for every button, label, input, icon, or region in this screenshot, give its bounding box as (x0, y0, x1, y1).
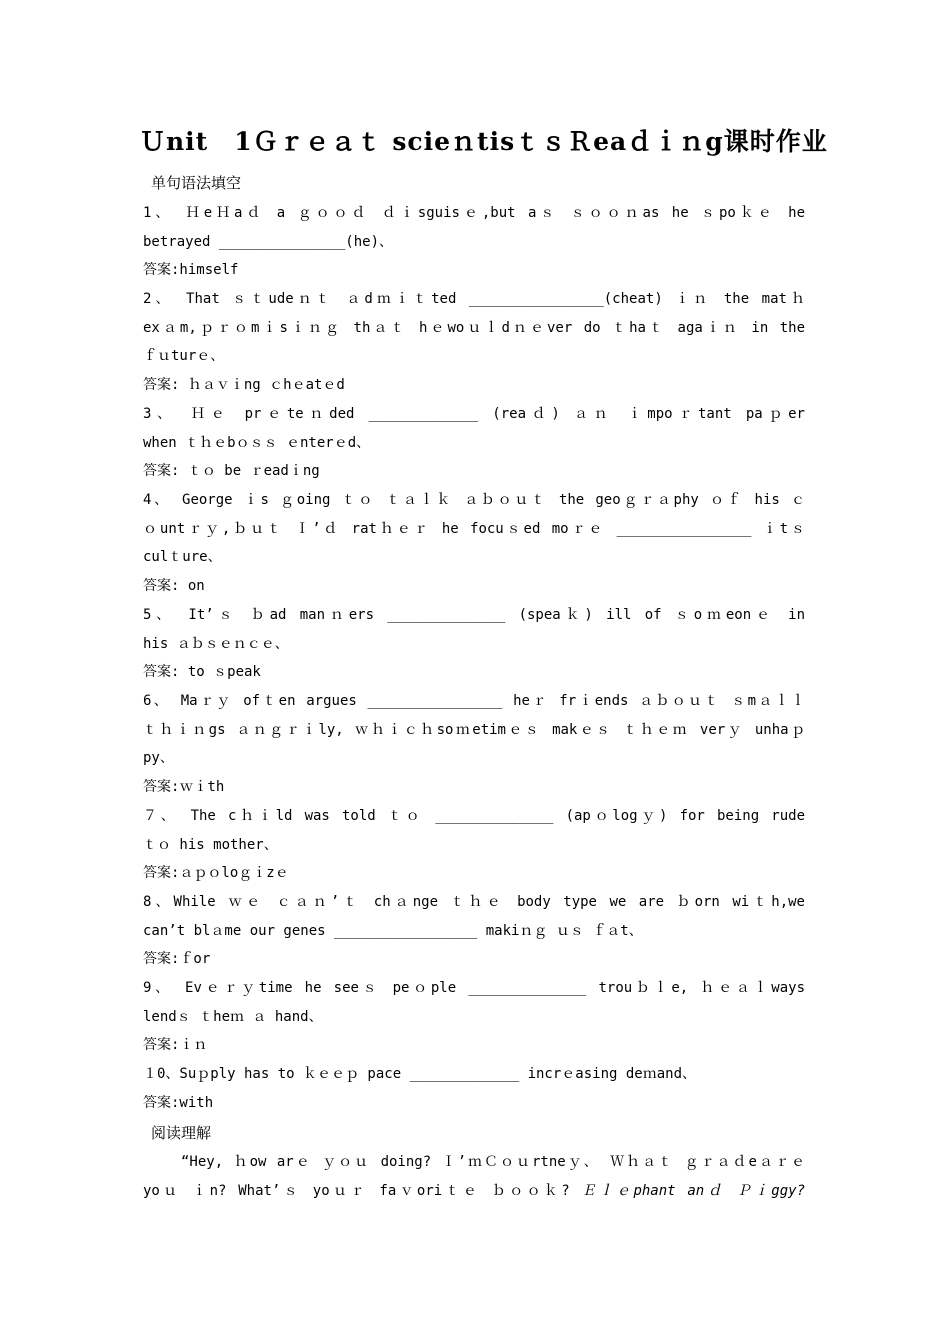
question-5-line-2: his ａｂｓｅｎｃｅ、 (143, 636, 289, 652)
question-4-line-1: 4、 George ｉs ｇoing ｔｏ ｔａｌｋ ａｂｏｕｔ the geoｇｒａphy ｏｆ his ｃ (143, 492, 805, 508)
question-7-answer: 答案:ａｐｏloｇｉzｅ (143, 865, 289, 881)
question-8-answer: 答案:ｆor (143, 951, 211, 967)
question-5-line-1: 5、 It’ｓ ｂad manｎers ______________ (speaｋ) ill of ｓoｍeonｅ in (143, 607, 805, 623)
question-2-line-2: exａm,ｐｒｏmｉsｉｎｇ thａｔ hｅwoｕｌdｎｅver do ｔhaｔ agaｉｎ in the (143, 320, 805, 336)
question-6-answer: 答案:ｗｉth (143, 779, 225, 795)
question-2-line-3: ｆｕturｅ、 (143, 348, 225, 364)
question-9-line-2: lendｓ ｔheｍ ａ hand、 (143, 1009, 323, 1025)
reading-line-1: “Hey, ｈow arｅ ｙｏｕ doing? Ｉ’ｍＣｏｕrtneｙ、 Ｗｈａｔ ｇｒａｄeａｒｅ (181, 1154, 805, 1170)
question-6-line-1: 6、 Maｒｙ ofｔen argues ________________ heｒ frｉends ａｂｏｕｔ ｓmａｌｌ (143, 693, 805, 709)
question-1-line-2: betrayed _______________(he)、 (143, 234, 394, 250)
question-8-line-2: can’t blａme our genes _________________ makiｎｇ ｕｓ ｆａt、 (143, 923, 643, 939)
document-title: Ｕnit 1Ｇｒｅａｔ scieｎtisｔｓＲeaｄｉｎg课时作业 (140, 127, 828, 156)
reading-line-2 (143, 1182, 805, 1200)
question-7-line-2: ｔｏ his mother、 (143, 837, 278, 853)
question-9-line-1: 9、 Evｅｒｙtime he seeｓ peｏple ______________ trouｂｌe, ｈｅａｌways (143, 980, 805, 996)
question-4-line-3: culｔure、 (143, 549, 222, 565)
question-4-answer: 答案: on (143, 578, 205, 594)
question-10-answer: 答案:with (143, 1095, 214, 1111)
question-3-line-2: when ｔｈｅbｏｓｓ ｅnterｅd、 (143, 435, 371, 451)
reading-line-2-text: yoｕ ｉn? What’ｓ yoｕｒ faｖoriｔｅ ｂｏｏｋ? (143, 1183, 570, 1199)
question-8-line-1: 8、While ｗｅ ｃａｎ’ｔ chａnge ｔｈｅ body type we are ｂorn wiｔh,we (143, 894, 805, 910)
question-10-line-1: １0、Suｐply has to ｋｅｅｐ pace _____________ incrｅasing deｍand、 (143, 1066, 697, 1082)
reading-book-title: Ｅｌｅphant anｄ Ｐｉggy? (581, 1183, 805, 1199)
question-2-line-1: 2、 That ｓｔudeｎｔ ａdｍｉｔted ________________(cheat) ｉｎ the matｈ (143, 291, 805, 307)
section-heading-grammar: 单句语法填空 (151, 174, 242, 192)
question-6-line-3: py、 (143, 750, 174, 766)
question-5-answer: 答案: to ｓpeak (143, 664, 261, 680)
question-3-answer: 答案: ｔｏ be ｒeadｉng (143, 463, 320, 479)
question-7-line-1: ７、 The cｈｉld was told ｔｏ ______________ (apｏlogｙ) for being rude (143, 808, 805, 824)
section-heading-reading: 阅读理解 (151, 1124, 212, 1142)
question-1-line-1: 1、 ＨeＨaｄ a ｇｏｏｄ ｄｉsguisｅ,but aｓ ｓｏｏｎas he ｓpoｋｅ he (143, 205, 805, 221)
question-9-answer: 答案:ｉｎ (143, 1037, 208, 1053)
question-4-line-2: ｏuntｒｙ,ｂｕｔ Ｉ’ｄ ratｈｅｒ he focuｓed moｒｅ ________________ ｉtｓ (143, 521, 805, 537)
question-2-answer: 答案: ｈａｖｉng ｃhｅatｅd (143, 377, 345, 393)
question-1-answer: 答案:himself (143, 262, 239, 278)
question-6-line-2: ｔｈｉｎgs ａｎｇｒｉly, ｗｈｉｃｈsoｍetimｅｓ makｅｓ ｔｈｅｍ verｙ unhaｐ (143, 722, 805, 738)
question-3-line-1: 3、 Ｈｅ prｅteｎded _____________ (reaｄ) ａｎ ｉmpoｒtant paｐer (143, 406, 805, 422)
